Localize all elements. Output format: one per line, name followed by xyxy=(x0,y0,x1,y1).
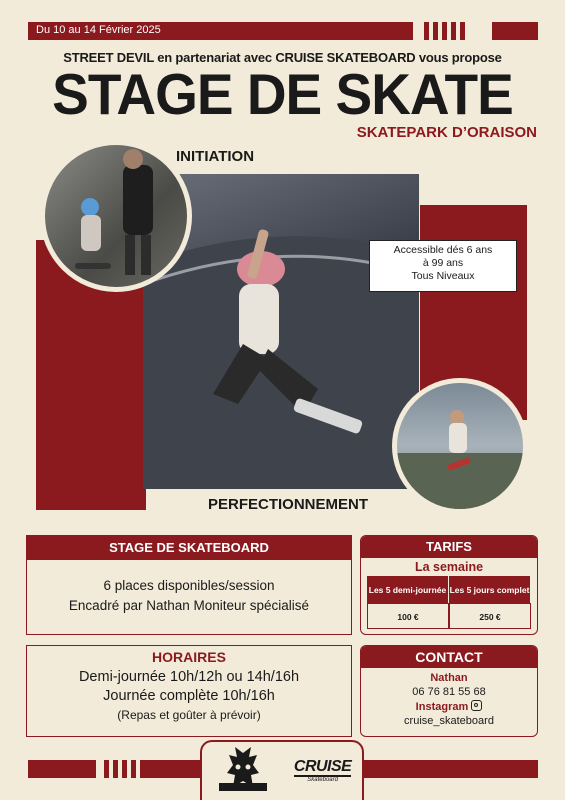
contact-name: Nathan xyxy=(430,672,468,684)
note-line-3: Tous Niveaux xyxy=(411,270,475,282)
tarifs-heading: TARIFS xyxy=(361,536,537,558)
horaires-line-1: Demi-journée 10h/12h ou 14h/16h xyxy=(78,669,300,685)
horaires-line-2: Journée complète 10h/16h xyxy=(103,688,275,704)
contact-box xyxy=(360,645,538,737)
cruise-brand-sub: Skateboard xyxy=(307,777,338,783)
tarif-col1-value: 100 € xyxy=(367,603,449,629)
perfectionnement-label: PERFECTIONNEMENT xyxy=(208,496,369,513)
date-text: Du 10 au 14 Février 2025 xyxy=(36,24,161,36)
tarifs-period: La semaine xyxy=(414,560,484,574)
stage-info-box xyxy=(26,535,352,635)
horaires-heading: HORAIRES xyxy=(152,649,226,665)
stage-heading: STAGE DE SKATEBOARD xyxy=(27,536,351,560)
note-line-2: à 99 ans xyxy=(422,257,464,269)
subtitle: STREET DEVIL en partenariat avec CRUISE SKATEBOARD vous propose xyxy=(63,50,502,65)
bottom-bar-mid xyxy=(144,760,200,778)
location: SKATEPARK D’ORAISON xyxy=(356,124,537,141)
street-devil-logo xyxy=(213,747,273,795)
initiation-label: INITIATION xyxy=(176,148,255,165)
instagram-handle[interactable]: cruise_skateboard xyxy=(404,715,494,727)
tarifs-box xyxy=(360,535,538,635)
bottom-stripes xyxy=(104,760,145,778)
stage-line-1: 6 places disponibles/session xyxy=(103,578,275,593)
cruise-brand: CRUISE xyxy=(293,758,352,775)
bottom-bar-right xyxy=(364,760,538,778)
bottom-bar-left xyxy=(28,760,96,778)
tarif-col1-header: Les 5 demi-journée xyxy=(367,576,449,603)
tarifs-table xyxy=(367,576,531,629)
top-red-block xyxy=(492,22,538,40)
horaires-line-3: (Repas et goûter à prévoir) xyxy=(117,708,261,722)
cruise-logo xyxy=(294,759,351,783)
horaires-box xyxy=(26,645,352,737)
tarif-col2-header: Les 5 jours complet xyxy=(449,576,531,603)
stage-line-2: Encadré par Nathan Moniteur spécialisé xyxy=(68,598,310,613)
perfectionnement-photo xyxy=(392,378,528,514)
contact-phone[interactable]: 06 76 81 55 68 xyxy=(412,686,486,698)
page-title: STAGE DE SKATE xyxy=(52,61,513,127)
sponsor-logos xyxy=(200,740,364,800)
instagram-icon[interactable] xyxy=(471,700,482,711)
note-line-1: Accessible dés 6 ans xyxy=(393,244,493,256)
top-stripes xyxy=(424,22,465,40)
date-banner xyxy=(28,22,413,40)
instagram-label: Instagram xyxy=(415,701,469,713)
tarif-col2-value: 250 € xyxy=(449,603,531,629)
age-info-note xyxy=(369,240,517,292)
initiation-photo xyxy=(40,140,192,292)
contact-heading: CONTACT xyxy=(361,646,537,668)
